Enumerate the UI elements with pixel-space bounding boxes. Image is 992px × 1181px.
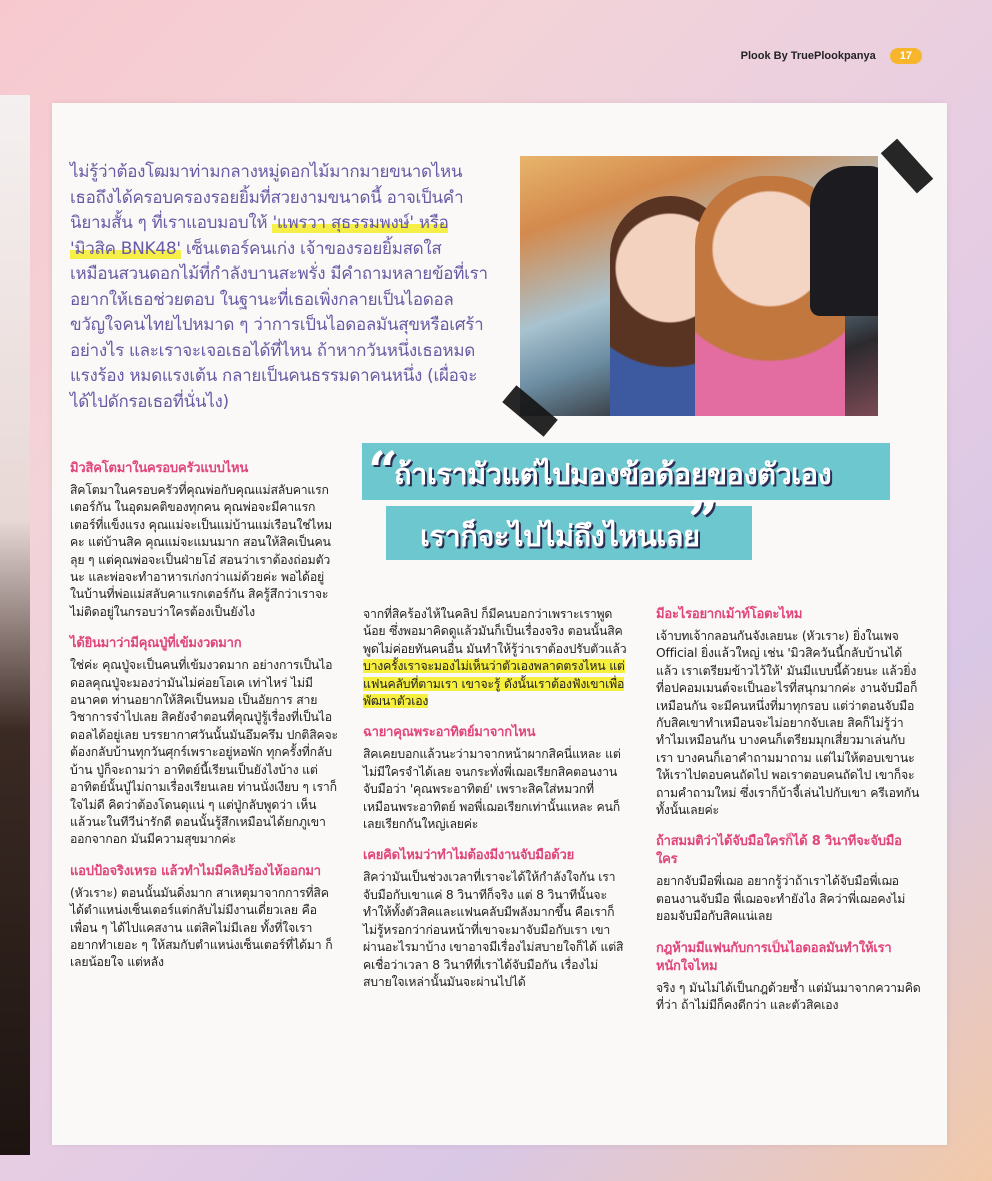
qa-section	[656, 833, 922, 925]
qa-body: อยากจับมือพี่เฌอ อยากรู้ว่าถ้าเราได้จับมือพี่เฌอตอนงานจับมือ พี่เฌอจะทำยังไง สิคว่าพี่เฌอคงไม่ยอมจับมือกับสิคแน่เลย	[656, 874, 906, 924]
photo-carousel-horse	[810, 166, 878, 316]
qa-heading: ถ้าสมมติว่าได้จับมือใครก็ได้ 8 วินาทีจะจับมือใคร	[656, 834, 902, 868]
qa-section	[363, 724, 628, 833]
intro-paragraph	[70, 160, 490, 415]
col2-intro-highlight: บางครั้งเราจะมองไม่เห็นว่าตัวเองพลาดตรงไหน แต่แฟนคลับที่ตามเรา เขาจะรู้ ดังนั้นเราต้องฟังเขาเพื่อพัฒนาตัวเอง	[363, 659, 625, 709]
intro-text-2: เซ็นเตอร์คนเก่ง เจ้าของรอยยิ้มสดใสเหมือนสวนดอกไม้ที่กำลังบานสะพรั่ง มีคำถามหลายข้อที่เราอยากให้เธอช่วยตอบ ในฐานะที่เธอเพิ่งกลายเป็นไอดอลขวัญใจคนไทยไปหมาด ๆ ว่าการเป็นไอดอลมันสุขหรือเศร้าอย่างไร และเราจะเจอเธอได้ที่ไหน ถ้าหากวันหนึ่งเธอหมดแรงร้อง หมดแรงเต้น กลายเป็นคนธรรมดาคนหนึ่ง (เผื่อจะได้ไปดักรอเธอที่นั่นไง)	[70, 238, 488, 412]
background-photo-strip	[0, 95, 30, 1155]
column-2	[363, 606, 628, 1005]
pull-quote-line1: ถ้าเรามัวแต่ไปมองข้อด้อยของตัวเอง	[394, 457, 832, 491]
intro-text-1: ไม่รู้ว่าต้องโฒมาท่ามกลางหมู่ดอกไม้มากมายขนาดไหน เธอถึงได้ครอบครองรอยยิ้มที่สวยงามขนาดนี้ อาจเป็นคำนิยามสั้น ๆ ที่เราแอบมอบให้	[70, 162, 464, 233]
qa-body: เจ้าบทเจ้ากลอนกันจังเลยนะ (หัวเราะ) ยิ่งในเพจ Official ยิ่งแล้วใหญ่ เช่น 'มิวสิควันนี้กลับบ้านได้แล้ว เราเตรียมข้าวไว้ให้' มันมีแบบนี้ด้วยนะ แล้วยิ่งที่อปคอมเมนต์จะเป็นอะไรที่สนุกมากค่ะ งานจับมือก็เหมือนกัน จะมีคนหนึ่งที่มาทุกรอบ แต่ว่าตอนจับมือกับสิคเขาทำเหมือนจะไม่อยากจับเลย สิคก็ไม่รู้ว่าทำไมเหมือนกัน บางคนก็เตรียมมุกเสี่ยวมาเล่นกับเรา บางคนก็เอาคำถามมาถาม แต่ไม่ให้ตอบเขานะ ให้เราไปตอบคนถัดไป พอเราตอบคนถัดไป เขาก็จะถามคำถามใหม่ ซึ่งเราก็บ้าจี้เล่นไปกับเขา ครีเอทกันทั้งนั้นเลยค่ะ	[656, 629, 920, 818]
col2-intro-text: จากที่สิคร้องไห้ในคลิป ก็มีคนบอกว่าเพราะเราพูดน้อย ซึ่งพอมาคิดดูแล้วมันก็เป็นเรื่องจริง ตอนนั้นสิคพูดไม่ค่อยทันคนอื่น มันทำให้รู้ว่าเราต้องปรับตัวแล้ว	[363, 607, 627, 656]
qa-heading: แอปป้อจริงเหรอ แล้วทำไมมีคลิปร้องไห้ออกมา	[70, 863, 321, 879]
qa-body: สิคโตมาในครอบครัวที่คุณพ่อกับคุณแม่สลับคาแรกเตอร์กัน ในอุดมคติของทุกคน คุณพ่อจะมีคาแรกเตอร์ที่แข็งแรง คุณแม่จะเป็นแม่บ้านแม่เรือนใช่ไหมคะ แต่บ้านสิค คุณแม่จะแมนมาก สอนให้สิคเป็นคนลุย ๆ แต่คุณพ่อจะเป็นฝ่ายโอ๋ สอนว่าเราต้องถ่อมตัวนะ และพ่อจะทำอาหารเก่งกว่าแม่ด้วยค่ะ พอได้อยู่ในบ้านที่พ่อแม่สลับคาแรกเตอร์กัน สิครู้สึกว่าเราจะไม่ติดอยู่ในกรอบว่าใครต้องเป็นยังไง	[70, 483, 333, 619]
qa-body: จริง ๆ มันไม่ได้เป็นกฎด้วยซ้ำ แต่มันมาจากความคิดที่ว่า ถ้าไม่มีก็คงดีกว่า และตัวสิคเอง	[656, 980, 921, 1013]
qa-body: สิคว่ามันเป็นช่วงเวลาที่เราจะได้ให้กำลังใจกัน เราจับมือกับเขาแค่ 8 วินาทีก็จริง แต่ 8 วินาทีนั้นจะทำให้ทั้งตัวสิคและแฟนคลับมีพลังมากขึ้น คือเราก็ไม่รู้หรอกว่าก่อนหน้าที่เขาจะมาจับมือกับเรา เขาผ่านอะไรมาบ้าง เขาอาจมีเรื่องไม่สบายใจก็ได้ แต่สิคเชื่อว่าเวลา 8 วินาทีที่เราได้จับมือกัน เรื่องไม่สบายใจเหล่านั้นมันจะผ่านไปได้	[363, 870, 624, 989]
qa-heading: ฉายาคุณพระอาทิตย์มาจากไหน	[363, 725, 536, 741]
qa-body: ใช่ค่ะ คุณปู่จะเป็นคนที่เข้มงวดมาก อย่างการเป็นไอดอลคุณปู่จะมองว่ามันไม่ค่อยโอเค เท่าไหร่ ไม่มีอนาคต ท่านอยากให้สิคเป็นหมอ เป็นอัยการ สายวิชาการจ๋าไปเลย สิคยังจำตอนที่คุณปู่รู้เรื่องที่เป็นไอดอลได้อยู่เลย บรรยากาศวันนั้นมันอึมครึม ปกติสิคจะต้องกลับบ้านทุกวันศุกร์เพราะอยู่หอพัก ทุกครั้งที่กลับบ้าน ปู่ก็จะถามว่า อาทิตย์นี้เรียนเป็นยังไงบ้าง แต่อาทิตย์นั้นปู่ไม่ถามเรื่องเรียนเลย ท่านนั่งเงียบ ๆ เราก็ใจไม่ดี คิดว่าต้องโดนดุแน่ ๆ แต่ปู่กลับพูดว่า เห็นแล้วนะในทีวีน่ารักดี ตอนนั้นรู้สึกเหมือนได้ยกภูเขาออกจากอก มันมีความสุขมากค่ะ	[70, 658, 338, 847]
page-number-badge: 17	[890, 48, 922, 64]
qa-body: สิคเคยบอกแล้วนะว่ามาจากหน้าผากสิคนี่แหละ แต่ไม่มีใครจำได้เลย จนกระทั่งพี่เฌอเรียกสิคตอนงานจับมือว่า 'คุณพระอาทิตย์' เพราะสิคใส่หมวกที่เหมือนพระอาทิตย์ พอพี่เฌอเรียกเท่านั้นแหละ คนก็เลยเรียกกันใหญ่เลยค่ะ	[363, 747, 621, 832]
qa-heading: มิวสิคโตมาในครอบครัวแบบไหน	[70, 461, 249, 476]
feature-photo	[520, 156, 878, 416]
quote-open-mark: “	[368, 441, 398, 502]
qa-heading: ได้ยินมาว่ามีคุณปู่ที่เข้มงวดมาก	[70, 636, 242, 652]
qa-body: (หัวเราะ) ตอนนั้นมันดิ่งมาก สาเหตุมาจากการที่สิคได้ตำแหน่งเซ็นเตอร์แต่กลับไม่มีงานเดี่ยวเลย คือเพื่อน ๆ ได้ไปแคสงาน แต่สิคไม่มีเลย ทั้งที่ใจเราอยากทำเยอะ ๆ ให้สมกับตำแหน่งเซ็นเตอร์ที่ได้มา ก็เลยน้อยใจ แต่หลัง	[70, 885, 333, 970]
col2-intro	[363, 606, 628, 710]
page-header	[741, 48, 922, 64]
qa-heading: เคยคิดไหมว่าทำไมต้องมีงานจับมือด้วย	[363, 848, 575, 864]
intro-highlight: 'แพรวา สุธรรมพงษ์' หรือ 'มิวสิค BNK48'	[70, 213, 449, 259]
qa-section	[70, 863, 338, 972]
qa-heading: มีอะไรอยากเม้าท์โอตะไหม	[656, 607, 803, 622]
column-3	[656, 606, 922, 1029]
pull-quote-line2: เราก็จะไปไม่ถึงไหนเลย	[420, 519, 700, 553]
qa-section	[70, 635, 338, 848]
brand-name: Plook By TruePlookpanya	[740, 50, 876, 62]
column-1	[70, 460, 338, 986]
qa-heading: กฎห้ามมีแฟนกับการเป็นไอดอลมันทำให้เราหนักใจไหม	[656, 940, 892, 974]
qa-section	[656, 940, 922, 1015]
qa-section	[363, 847, 628, 991]
quote-close-mark: ”	[688, 491, 718, 552]
qa-section	[70, 460, 338, 621]
qa-section	[656, 606, 922, 819]
